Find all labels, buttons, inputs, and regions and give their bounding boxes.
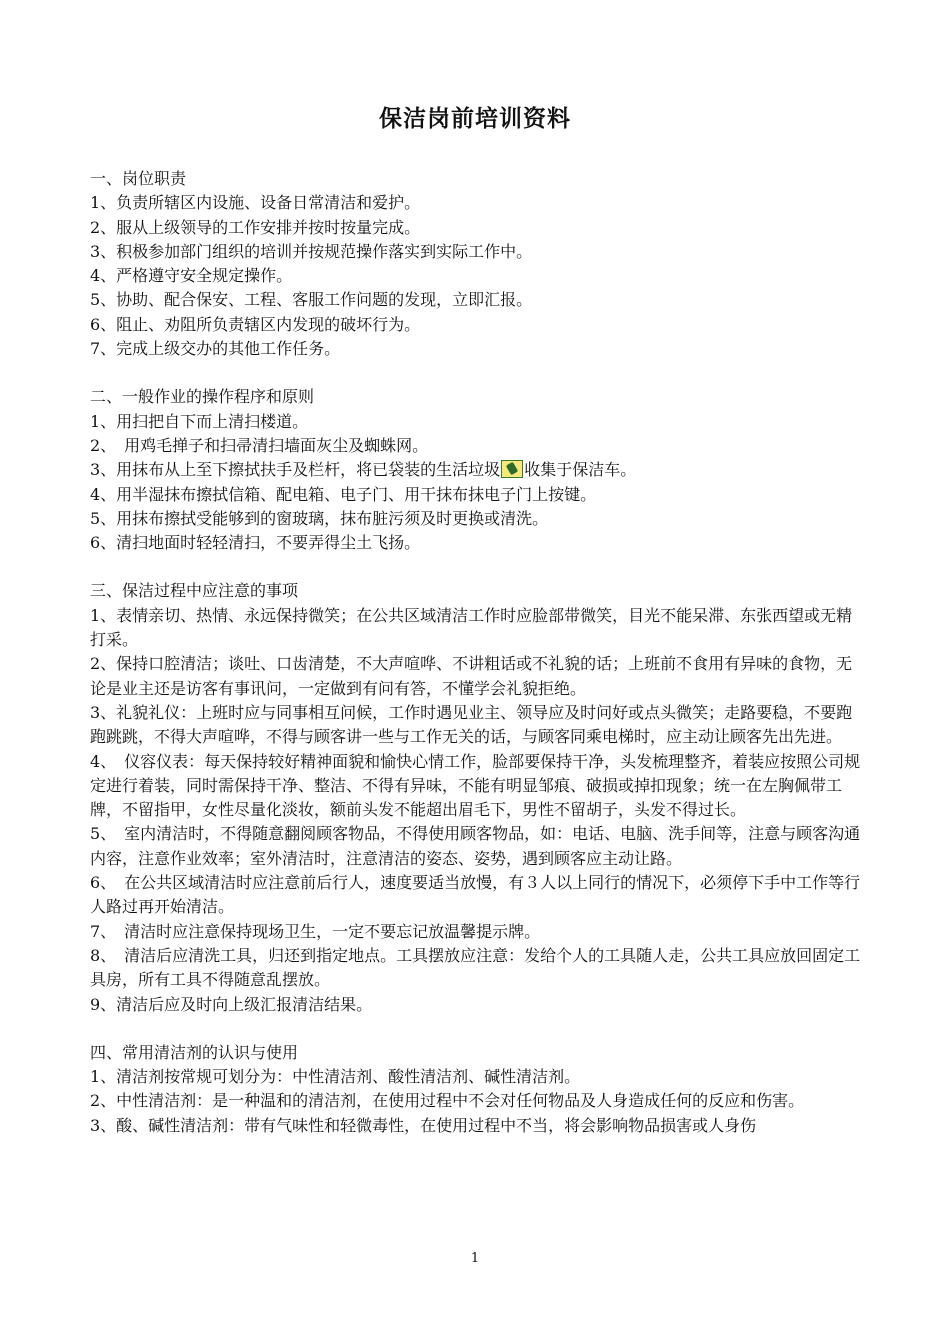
section-duties bbox=[90, 167, 865, 361]
list-item: 1、表情亲切、热情、永远保持微笑；在公共区域清洁工作时应脸部带微笑，目光不能呆滞、东张西望或无精打采。 bbox=[90, 605, 853, 650]
list-item: 2、 用鸡毛掸子和扫帚清扫墙面灰尘及蜘蛛网。 bbox=[90, 435, 429, 455]
list-item: 1、用扫把自下而上清扫楼道。 bbox=[90, 411, 309, 431]
garbage-bag-icon bbox=[501, 460, 523, 478]
list-item: 3、礼貌礼仪：上班时应与同事相互问候，工作时遇见业主、领导应及时问好或点头微笑；走路要稳，不要跑跑跳跳，不得大声喧哗，不得与顾客讲一些与工作无关的话，与顾客同乘电梯时，应主动让顾客先出先进。 bbox=[90, 702, 853, 747]
section-heading: 一、岗位职责 bbox=[90, 169, 187, 188]
list-item: 1、负责所辖区内设施、设备日常清洁和爱护。 bbox=[90, 193, 421, 213]
list-item: 7、 清洁时应注意保持现场卫生，一定不要忘记放温馨提示牌。 bbox=[90, 921, 541, 941]
section-heading: 二、一般作业的操作程序和原则 bbox=[90, 387, 315, 407]
list-item: 6、 在公共区域清洁时应注意前后行人，速度要适当放慢，有３人以上同行的情况下，必须停下手中工作等行人路过再开始清洁。 bbox=[90, 873, 861, 917]
list-item: 7、完成上级交办的其他工作任务。 bbox=[90, 339, 341, 359]
list-item: 2、中性清洁剂：是一种温和的清洁剂，在使用过程中不会对任何物品及人身造成任何的反应和伤害。 bbox=[90, 1091, 805, 1111]
list-item: 3、积极参加部门组织的培训并按规范操作落实到实际工作中。 bbox=[90, 241, 533, 261]
list-item: 6、清扫地面时轻轻清扫，不要弄得尘土飞扬。 bbox=[90, 533, 421, 553]
section-heading: 四、常用清洁剂的认识与使用 bbox=[90, 1042, 299, 1062]
list-item: 5、 室内清洁时，不得随意翻阅顾客物品，不得使用顾客物品，如：电话、电脑、洗手间等，注意与顾客沟通内容，注意作业效率；室外清洁时，注意清洁的姿态、姿势，遇到顾客应主动让路。 bbox=[90, 824, 861, 868]
document-body bbox=[90, 167, 865, 1138]
list-item: 5、协助、配合保安、工程、客服工作问题的发现，立即汇报。 bbox=[90, 290, 533, 310]
section-procedures bbox=[90, 385, 865, 555]
section-precautions bbox=[90, 579, 865, 1016]
list-item: 4、严格遵守安全规定操作。 bbox=[90, 266, 293, 286]
page-number: 1 bbox=[470, 1251, 480, 1266]
list-item: 9、清洁后应及时向上级汇报清洁结果。 bbox=[90, 994, 373, 1014]
section-heading: 三、保洁过程中应注意的事项 bbox=[90, 581, 299, 601]
section-cleaning-agents bbox=[90, 1041, 865, 1138]
list-item: 2、保持口腔清洁；谈吐、口齿清楚，不大声喧哗、不讲粗话或不礼貌的话；上班前不食用有异味的食物，无论是业主还是访客有事讯问，一定做到有问有答，不懂学会礼貌拒绝。 bbox=[90, 654, 853, 698]
list-item: 1、清洁剂按常规可划分为：中性清洁剂、酸性清洁剂、碱性清洁剂。 bbox=[90, 1067, 581, 1087]
list-item: 8、 清洁后应清洗工具，归还到指定地点。工具摆放应注意：发给个人的工具随人走，公共工具应放回固定工具房，所有工具不得随意乱摆放。 bbox=[90, 945, 861, 990]
list-item-text-tail: 收集于保洁车。 bbox=[524, 460, 637, 480]
list-item: 6、阻止、劝阻所负责辖区内发现的破坏行为。 bbox=[90, 314, 421, 334]
list-item-text: 3、用抹布从上至下擦拭扶手及栏杆，将已袋装的生活垃圾 bbox=[90, 460, 501, 480]
list-item: 2、服从上级领导的工作安排并按时按量完成。 bbox=[90, 217, 421, 237]
list-item: 3、酸、碱性清洁剂：带有气味性和轻微毒性，在使用过程中不当，将会影响物品损害或人身伤 bbox=[90, 1115, 757, 1135]
list-item bbox=[90, 458, 865, 482]
list-item: 5、用抹布擦拭受能够到的窗玻璃，抹布脏污须及时更换或清洗。 bbox=[90, 508, 549, 528]
list-item: 4、用半湿抹布擦拭信箱、配电箱、电子门、用干抹布抹电子门上按键。 bbox=[90, 484, 597, 504]
document-title: 保洁岗前培训资料 bbox=[379, 106, 571, 132]
list-item: 4、 仪容仪表：每天保持较好精神面貌和愉快心情工作，脸部要保持干净，头发梳理整齐，着装应按照公司规定进行着装，同时需保持干净、整洁、不得有异味，不能有明显邹痕、破损或掉扣现象；统一在左胸佩带工牌，不留指甲，女性尽量化淡妆，额前头发不能超出眉毛下，男性不留胡子，头发不得过长。 bbox=[90, 751, 861, 820]
